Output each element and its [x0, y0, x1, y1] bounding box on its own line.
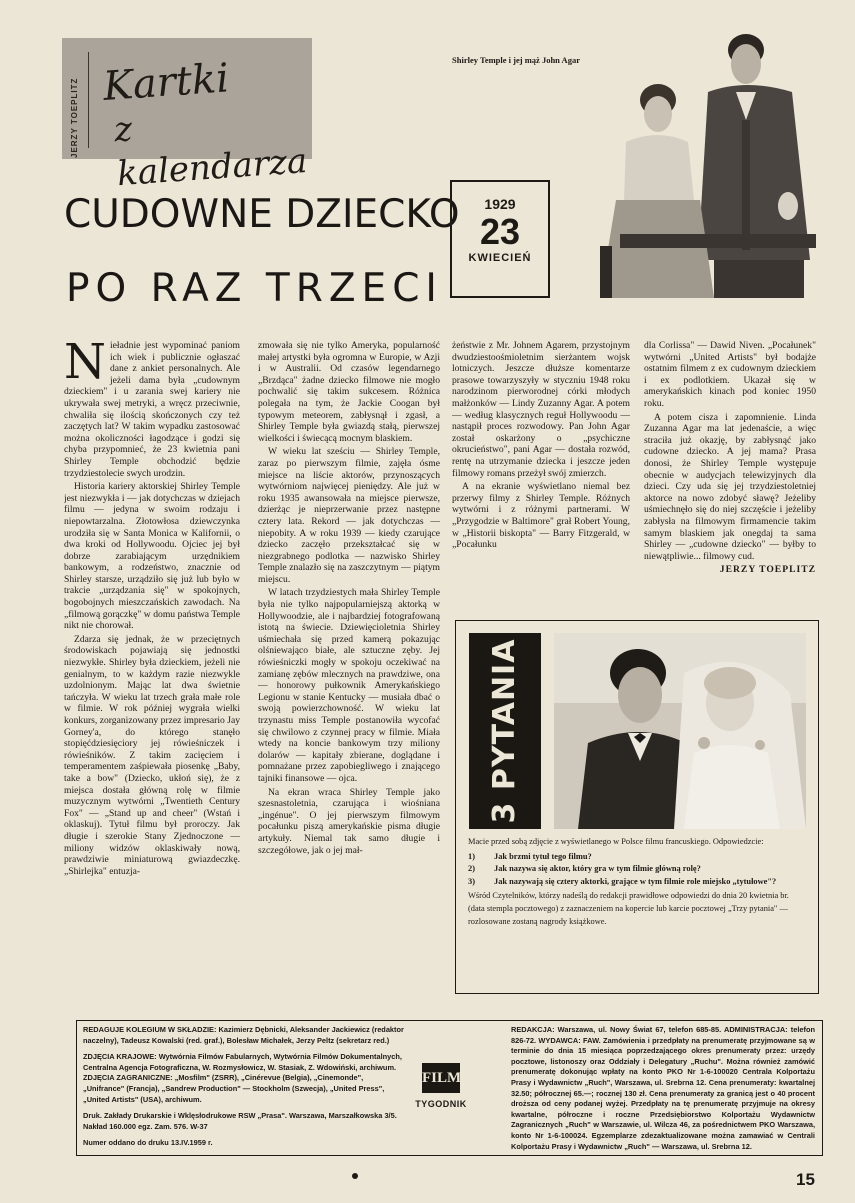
article-column-3 [452, 340, 630, 610]
footer-subscription-text: REDAKCJA: Warszawa, ul. Nowy Świat 67, telefon 685-85. ADMINISTRACJA: telefon 826-72. WYDAWCA: FAW. Zamówienia i przedpłaty na prenumeratę przyjmowane są w terminie do dnia 15 miesiąca poprzedzającego okres prenumeraty przez: urzędy pocztowe, listonoszy oraz Oddziały i Delegatury „Ruchu". Można również zamówić prenumeratę dokonując wpłaty na konto PKO Nr 1-6-100020 Centrala Kolportażu Prasy i Wydawnictw „Ruch", Warszawa, ul. Srebrna 12. Cena prenumeraty: kwartalnej 32.50; półrocznej 65.—; rocznej 130 zł. Cena prenumeraty za granicą jest o 40 procent droższa od ceny podanej wyżej. Przedpłaty na tę prenumeratę przyjmuje na okresy kwartalne, półroczne i roczne Przedsiębiorstwo Kolportażu Wydawnictw Zagranicznych „Ruch" w Warszawie, ul. Wilcza 46, za pośrednictwem PKO Warszawa, konto Nr 1-6-100024. Egzemplarze zdezaktualizowane można zamawiać w Centrali Kolportażu Prasy i Wydawnictw „Ruch" — Warszawa, ul. Srebrna 12. [511, 1025, 815, 1151]
quiz-questions [468, 851, 806, 889]
quiz-text [468, 836, 806, 928]
quiz-question: 3) Jak nazywają się cztery aktorki, grające w tym filmie role miejsko „tytułowe"? [468, 876, 777, 886]
article-column-4 [644, 340, 816, 610]
couple-photo [596, 30, 816, 298]
quiz-question: 2) Jak nazywa się aktor, który gra w tym filmie główną rolę? [468, 864, 701, 874]
article-paragraph: Zdarza się jednak, że w przeciętnych środowiskach pojawiają się jednostki niezwykłe. Shirley była dzieckiem, jeżeli nie genialnym, to w każdym razie niezwykle uzdolnionym. Mając lat dwa świetnie tańczyła. W wieku lat trzech grała małe role w filmie. W rok później wygrała wielki konkurs, zorganizowany przez impresario Jay Gorney'a, do którego stanęło stopięćdziesięciory jej rówieśniczek i rówieśników. Z takim zacięciem i temperamentem zaśpiewała piosenkę „Baby, take a bow" (Dziecko, ukłoń się), że z miejsca dostała główną rolę w filmie muzycznym wytwórni „Twentieth Century Fox" — „Stand up and cheer" (Wstań i oklaskuj). Tytuł filmu był proroczy. Jak długie i szerokie Stany Zjednoczone — miliony widzów oklaskiwały nową, prawdziwie miniaturową gwiazdeczkę. „Shirlejka" entuzja- [64, 633, 240, 877]
bullet-dot [352, 1173, 358, 1179]
footer-photos: ZDJĘCIA KRAJOWE: Wytwórnia Filmów Fabularnych, Wytwórnia Filmów Dokumentalnych, Centralna Agencja Fotograficzna, W. Rozmysłowicz, W. Stasiak, Z. Wdowiński, archiwum. ZDJĘCIA ZAGRANICZNE: „Mosfilm" (ZSRR), „Cinérevue (Belgia), „Cinemonde", „Unifrance" (Francja), „Sandrew Production" — Stockholm (Szwecja), „United Press", „United Artists" (USA), archiwum. [83, 1052, 402, 1104]
footer-subscription [511, 1025, 815, 1152]
quiz-banner-text: 3 PYTANIA [487, 638, 522, 824]
footer-editors: REDAGUJE KOLEGIUM W SKŁADZIE: Kazimierz Dębnicki, Aleksander Jackiewicz (redaktor naczelny), Tadeusz Kowalski (red. graf.), Bolesław Michałek, Jerzy Peltz (sekretarz red.) [83, 1025, 404, 1045]
headline-line2: PO RAZ TRZECI [66, 266, 443, 311]
kicker-title-line1: Kartki [101, 55, 231, 111]
quiz-question: 1) Jak brzmi tytuł tego filmu? [468, 851, 592, 861]
article-paragraph: A potem cisza i zapomnienie. Linda Zuzanna Agar ma lat jedenaście, a więc straciła już okazję, by zabłysnąć jako cudowne dziecko. A jej mama? Prasa donosi, że Shirley Temple występuje obecnie w audycjach telewizyjnych dla dzieci. Czy uda się jej trzydziestoletniej aktorce na nowo zdobyć sławę? Jeżeliby uśmiechnęło się do niej szczęście i jeżeliby zabłysła na filmowym firmamencie takim samym blaskiem jak onegdaj ta sama Shirley — „cudowne dziecko" — byłby to niewątpliwie... filmowy cud. [644, 411, 816, 562]
kicker-title-line2: z kalendarza [112, 109, 309, 195]
article-paragraph: Nieładnie jest wypominać paniom ich wiek i publicznie ogłaszać dane z ankiet personalnych. Ale jeżeli dama była „cudownym dzieckiem" i u zarania swej kariery nie ukrywała swej metryki, a wręcz przeciwnie, chwaliła się ilością skończonych czy też zaczętych lat? W takim wypadku zastosować można okoliczności łagodzące i godzi się chyba przypomnieć, że 23 kwietnia pani Shirley Temple obchodzić będzie trzydziestolecie swych urodzin. [64, 340, 240, 479]
footer-print: Druk. Zakłady Drukarskie i Wklęsłodrukowe RSW „Prasa". Warszawa, Marszałkowska 3/5. Nakład 160.000 egz. Zam. 576. W-37 [83, 1111, 397, 1131]
date-month: KWIECIEŃ [468, 252, 532, 264]
date-box [450, 180, 550, 298]
masthead-footer [76, 1020, 823, 1156]
article-paragraph: Historia kariery aktorskiej Shirley Temple jest niezwykła i — jak dotychczas w dziejach filmu — jedyna w swoim rodzaju i niepowtarzalna. Złotowłosa dziewczynka urodziła się w Santa Monica w Kalifornii, o dwa kroki od Hollywoodu. Ojciec jej był dobrze zarabiającym urzędnikiem bankowym, a rodzeństwo, znacznie od Shirley starsze, urządziło się już lub było w trakcie „urządzania się" w spokojnych, bogobojnych mieszczańskich zawodach. Na „filmową gorączkę" w domu państwa Temple nikt nie chorował. [64, 481, 240, 632]
article-column-1 [64, 340, 240, 1008]
article-paragraph: A na ekranie wyświetlano niemal bez przerwy filmy z Shirley Temple. Różnych wytwórni i z różnymi partnerami. W „Przygodzie w Baltimore" grał Robert Young, w „Historii biskopta" — Barry Fitzgerald, w „Pocałunku [452, 481, 630, 551]
footer-credits [83, 1025, 405, 1155]
article-author: JERZY TOEPLITZ [719, 564, 816, 576]
drop-cap: N [64, 340, 106, 390]
kicker-title [102, 51, 311, 197]
quiz-outro: Wśród Czytelników, którzy nadeślą do redakcji prawidłowe odpowiedzi do dnia 20 kwietnia br. (data stempla pocztowego) z zaznaczeniem na kopercie lub karcie pocztowej „Trzy pytania" — rozlosowane zostaną nagrody książkowe. [468, 891, 789, 926]
date-day: 23 [479, 211, 521, 252]
article-paragraph: żeństwie z Mr. Johnem Agarem, przystojnym dwudziestoośmioletnim sierżantem wojsk lotniczych. Jeszcze dłuższe komentarze prasowe towarzyszyły w styczniu 1948 roku narodzinom pierworodnej córki młodych małżonków — Lindy Zuzanny Agar. A potem — według klasycznych reguł Hollywoodu — nastąpił proces rozwodowy. Pan John Agar został oskarżony o „psychiczne okrucieństwo", pani Agar — dostała rozwód, rentę na utrzymanie dziecka i jeszcze jeden filmowy romans przeżył swój zmierzch. [452, 340, 630, 479]
photo-caption: Shirley Temple i jej mąż John Agar [452, 55, 580, 65]
date-year: 1929 [484, 196, 516, 212]
article-paragraph: dla Corlissa" — Dawid Niven. „Pocałunek" wytwórni „United Artists" był bodajże ostatnim filmem z ex cudownym dzieckiem i ex podlotkiem. Ukazał się w amerykańskich kinach pod koniec 1950 roku. [644, 340, 816, 409]
footer-print-date: Numer oddano do druku 13.IV.1959 r. [83, 1138, 213, 1148]
article-column-2 [258, 340, 440, 1008]
quiz-banner [469, 633, 541, 829]
article-paragraph: W wieku lat sześciu — Shirley Temple, zaraz po pierwszym filmie, zajęła ósme miejsce na liście aktorów, przynoszących wytwórniom najwięcej pieniędzy. Ale już w roku 1935 awansowała na miejsce pierwsze, dzierżąc je nieprzerwanie przez następne cztery lata. Rekord — jak dotychczas — niepobity. A w roku 1939 — kiedy czarujące dziecko zaczęło przekształcać się w niezgrabnego podlotka — nazwisko Shirley Temple znalazło się na zaszczytnym — piątym miejscu. [258, 446, 440, 585]
kicker-divider [88, 52, 89, 148]
wedding-photo [554, 633, 806, 829]
article-paragraph: W latach trzydziestych mała Shirley Temple była nie tylko najpopularniejszą aktorką w Hollywoodzie, ale i najbardziej fotografowaną istotą na świecie. Dziewięcioletnia Shirley uśmiechała się przed kamerą pokazując olśniewająco białe, ale sztuczne zęby. Jej rówieśniczki mogły w spokoju oczekiwać na zamianę zębów mlecznych na prawdziwe, ona — honorowy pułkownik Amerykańskiego Legionu w stanie Kentucky — musiała dbać o swoją powierzchowność. W wieku lat trzynastu miss Temple postanowiła wycofać się chwilowo z czynnej pracy w filmie. Miała wtedy na koncie bankowym trzy miliony dolarów — kapitały zbierane, doglądane i pomnażane przez zapobiegliwego i znającego tajniki finansowe — ojca. [258, 587, 440, 784]
quiz-box [455, 620, 819, 994]
article-paragraph: Na ekran wraca Shirley Temple jako szesnastoletnia, czarująca i wiośniana „ingénue". O jej pierwszym filmowym pocałunku piszą amerykańskie pisma długie artykuły. Niemal tak samo długie i szczegółowe, jak o jej mał- [258, 786, 440, 856]
article-paragraph: zmowała się nie tylko Ameryka, popularność małej artystki była ogromna w Europie, w Azji i w Australii. Od czasów legendarnego „Brzdąca" żadne dziecko filmowe nie mogło pochwalić się takim sukcesem. Różnica polegała na tym, że Jackie Coogan był typowym meteorem, zabłysnął i zgasł, a Shirley Temple była gwiazdą stałą, pierwszej wielkości i świecącą mocnym blaskiem. [258, 340, 440, 444]
quiz-intro: Macie przed sobą zdjęcie z wyświetlanego w Polsce filmu francuskiego. Odpowiedzcie: [468, 837, 764, 846]
column-kicker [62, 38, 312, 195]
logo-subtitle: TYGODNIK [415, 1099, 467, 1109]
page-number: 15 [796, 1170, 815, 1189]
kicker-author: JERZY TOEPLITZ [70, 77, 79, 158]
film-logo: FILM [422, 1063, 460, 1093]
headline-line1: CUDOWNE DZIECKO [64, 192, 460, 237]
